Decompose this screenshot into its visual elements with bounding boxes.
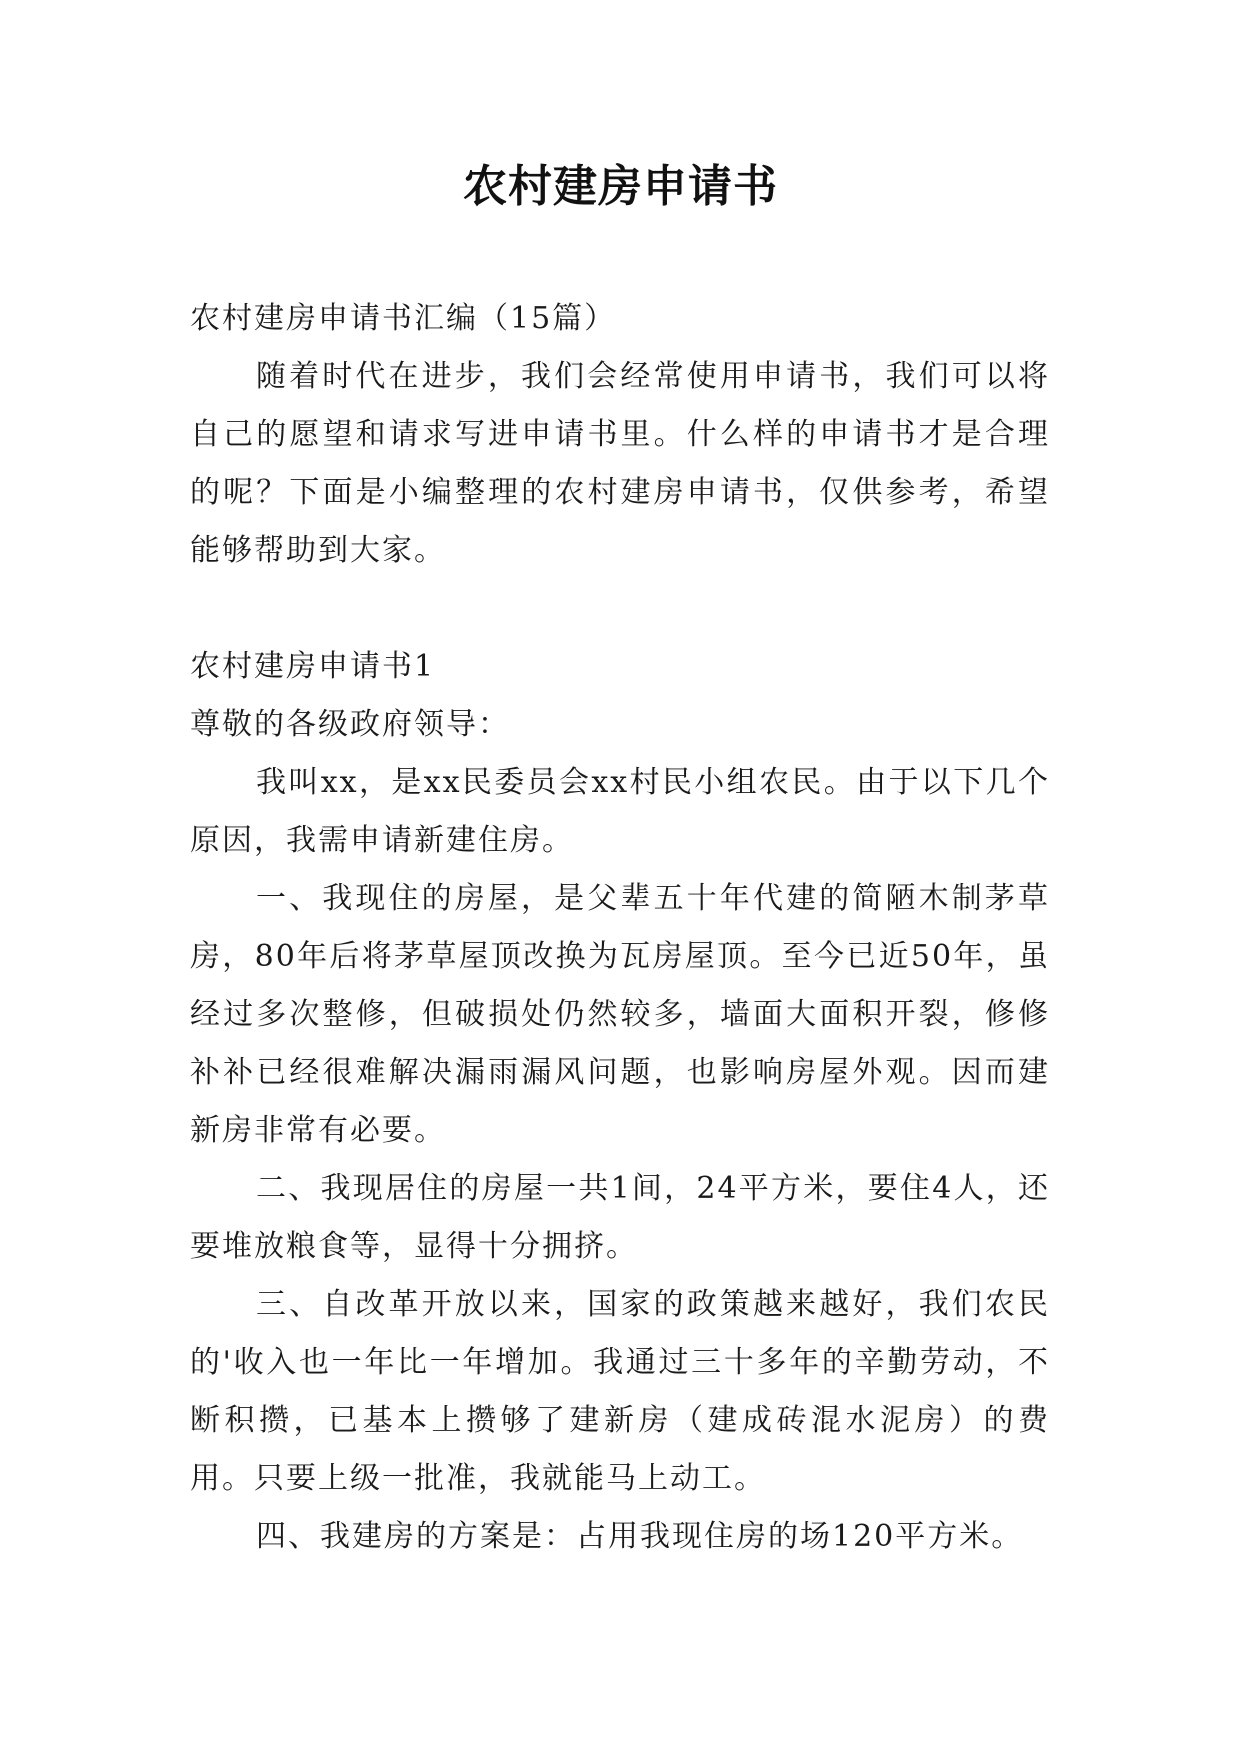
salutation: 尊敬的各级政府领导： <box>190 707 510 742</box>
document-subtitle: 农村建房申请书汇编（15篇） <box>190 301 617 336</box>
section-spacer <box>190 580 1050 638</box>
body-paragraph: 一、我现住的房屋，是父辈五十年代建的简陋木制茅草房，80年后将茅草屋顶改换为瓦房屋顶。至今已近50年，虽经过多次整修，但破损处仍然较多，墙面大面积开裂，修修补补已经很难解决漏雨漏风问题，也影响房屋外观。因而建新房非常有必要。 <box>190 881 1050 1148</box>
body-paragraph: 我叫xx，是xx民委员会xx村民小组农民。由于以下几个原因，我需申请新建住房。 <box>190 765 1050 858</box>
document-body <box>190 290 1050 1566</box>
body-paragraph: 二、我现居住的房屋一共1间，24平方米，要住4人，还要堆放粮食等，显得十分拥挤。 <box>190 1171 1050 1264</box>
section-heading: 农村建房申请书1 <box>190 649 436 684</box>
intro-paragraph: 随着时代在进步，我们会经常使用申请书，我们可以将自己的愿望和请求写进申请书里。什么样的申请书才是合理的呢？下面是小编整理的农村建房申请书，仅供参考，希望能够帮助到大家。 <box>190 359 1050 568</box>
document-title: 农村建房申请书 <box>463 161 778 212</box>
body-paragraph: 四、我建房的方案是：占用我现住房的场120平方米。 <box>256 1519 1024 1554</box>
body-paragraph: 三、自改革开放以来，国家的政策越来越好，我们农民的'收入也一年比一年增加。我通过三十多年的辛勤劳动，不断积攒，已基本上攒够了建新房（建成砖混水泥房）的费用。只要上级一批准，我就能马上动工。 <box>190 1287 1050 1496</box>
